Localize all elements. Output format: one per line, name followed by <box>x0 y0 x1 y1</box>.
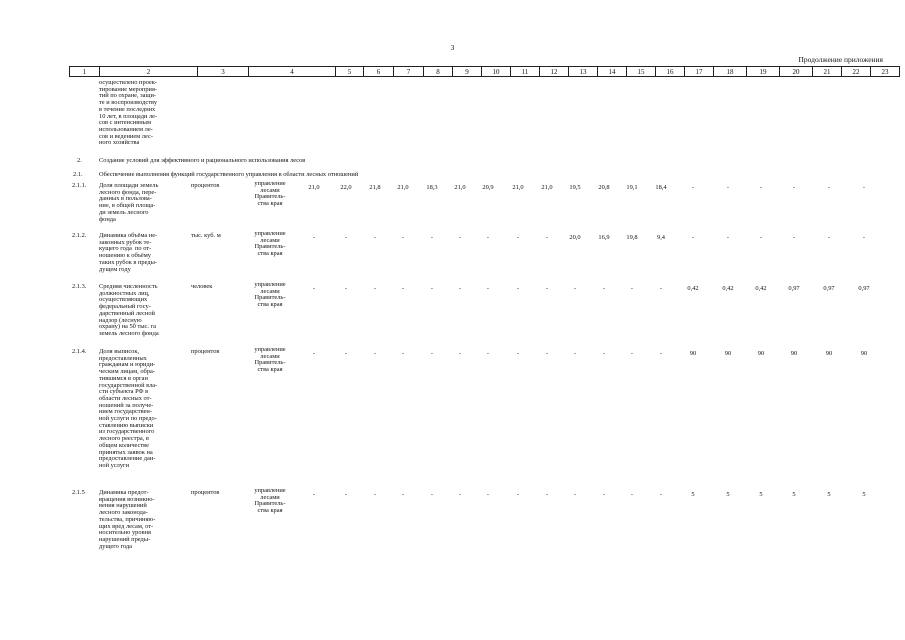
header-col-16: 16 <box>655 67 684 76</box>
indicator-value: 90 <box>860 350 868 357</box>
indicator-value: - <box>630 285 634 292</box>
indicator-value: 0,42 <box>722 285 734 292</box>
indicator-value: - <box>827 184 831 191</box>
indicator-value: - <box>458 234 462 241</box>
indicator-number: 2.1.1. <box>72 182 87 189</box>
column-number-header <box>69 66 900 77</box>
indicator-value: 21,0 <box>512 184 524 191</box>
header-col-14: 14 <box>597 67 626 76</box>
indicator-executor: управление лесами Правитель- ства края <box>254 346 286 374</box>
indicator-number: 2.1.4. <box>72 348 87 355</box>
indicator-value: - <box>312 285 316 292</box>
indicator-value: 16,9 <box>598 234 610 241</box>
continuation-label: Продолжение приложения <box>798 55 883 64</box>
header-col-18: 18 <box>713 67 746 76</box>
indicator-value: 21,0 <box>454 184 466 191</box>
header-col-17: 17 <box>684 67 713 76</box>
indicator-value: 90 <box>689 350 697 357</box>
indicator-value: - <box>602 491 606 498</box>
indicator-value: - <box>430 234 434 241</box>
indicator-value: - <box>602 350 606 357</box>
indicator-value: - <box>458 491 462 498</box>
indicator-unit: человек <box>191 283 213 290</box>
indicator-value: - <box>430 285 434 292</box>
section-2-1-number: 2.1. <box>73 171 83 178</box>
header-col-3: 3 <box>197 67 248 76</box>
header-col-23: 23 <box>870 67 899 76</box>
indicator-value: - <box>516 350 520 357</box>
header-col-5: 5 <box>335 67 363 76</box>
indicator-value: 21,0 <box>397 184 409 191</box>
indicator-value: - <box>486 234 490 241</box>
indicator-value: - <box>691 234 695 241</box>
indicator-unit: процентов <box>191 182 220 189</box>
indicator-value: 5 <box>862 491 866 498</box>
indicator-value: - <box>373 350 377 357</box>
indicator-value: - <box>545 234 549 241</box>
header-col-7: 7 <box>393 67 423 76</box>
indicator-executor: управление лесами Правитель- ства края <box>254 230 286 258</box>
header-col-19: 19 <box>746 67 779 76</box>
indicator-value: - <box>312 234 316 241</box>
indicator-executor: управление лесами Правитель- ства края <box>254 487 286 515</box>
header-col-15: 15 <box>626 67 655 76</box>
indicator-value: - <box>573 491 577 498</box>
indicator-value: 90 <box>790 350 798 357</box>
header-col-6: 6 <box>363 67 393 76</box>
indicator-value: - <box>373 491 377 498</box>
indicator-value: - <box>516 234 520 241</box>
page-number: 3 <box>450 43 455 52</box>
indicator-value: 90 <box>724 350 732 357</box>
indicator-value: - <box>401 234 405 241</box>
indicator-unit: процентов <box>191 348 220 355</box>
header-col-9: 9 <box>452 67 481 76</box>
indicator-value: - <box>792 184 796 191</box>
header-col-13: 13 <box>568 67 597 76</box>
indicator-value: 19,8 <box>626 234 638 241</box>
indicator-value: - <box>430 350 434 357</box>
indicator-value: - <box>401 350 405 357</box>
header-col-12: 12 <box>539 67 568 76</box>
header-col-20: 20 <box>779 67 812 76</box>
indicator-value: - <box>344 491 348 498</box>
section-2-1-title: Обеспечение выполнения функций государственного управления в области лесных отношений <box>99 171 359 178</box>
header-col-22: 22 <box>841 67 870 76</box>
indicator-value: - <box>573 350 577 357</box>
indicator-value: - <box>516 285 520 292</box>
indicator-value: - <box>545 350 549 357</box>
indicator-executor: управление лесами Правитель- ства края <box>254 180 286 208</box>
indicator-value: - <box>726 184 730 191</box>
indicator-value: - <box>312 350 316 357</box>
indicator-value: - <box>726 234 730 241</box>
indicator-value: 5 <box>827 491 831 498</box>
indicator-value: 0,97 <box>823 285 835 292</box>
indicator-value: - <box>659 350 663 357</box>
indicator-value: - <box>373 234 377 241</box>
header-col-10: 10 <box>481 67 510 76</box>
indicator-value: 21,0 <box>308 184 320 191</box>
indicator-value: - <box>312 491 316 498</box>
indicator-value: - <box>516 491 520 498</box>
indicator-unit: процентов <box>191 489 220 496</box>
indicator-value: 5 <box>759 491 763 498</box>
indicator-value: 20,9 <box>482 184 494 191</box>
indicator-value: - <box>862 234 866 241</box>
indicator-value: - <box>602 285 606 292</box>
indicator-unit: тыс. куб. м <box>191 232 221 239</box>
indicator-value: 5 <box>726 491 730 498</box>
indicator-value: 22,0 <box>340 184 352 191</box>
indicator-value: - <box>486 491 490 498</box>
indicator-value: 0,97 <box>858 285 870 292</box>
header-col-1: 1 <box>82 68 87 76</box>
indicator-value: - <box>759 234 763 241</box>
indicator-value: - <box>792 234 796 241</box>
indicator-value: - <box>401 491 405 498</box>
indicator-value: - <box>862 184 866 191</box>
indicator-value: - <box>344 234 348 241</box>
indicator-value: 0,97 <box>788 285 800 292</box>
indicator-value: - <box>545 491 549 498</box>
indicator-value: 18,4 <box>655 184 667 191</box>
indicator-value: 19,5 <box>569 184 581 191</box>
indicator-value: - <box>659 491 663 498</box>
indicator-executor: управление лесами Правитель- ства края <box>254 281 286 309</box>
indicator-value: - <box>458 285 462 292</box>
carryover-text: осуществлено проек- тирование мероприя- тий по охране, защи- те и воспроизводству в течение последних 10 лет, в площади ле- сов с интенсивным использованием ле- сов и ведением лес- ного хозяйства <box>99 79 158 147</box>
section-2-title: Создание условий для эффективного и рационального использования лесов <box>99 157 306 164</box>
indicator-value: 21,8 <box>369 184 381 191</box>
indicator-value: - <box>545 285 549 292</box>
indicator-number: 2.1.3. <box>72 283 87 290</box>
indicator-value: - <box>430 491 434 498</box>
indicator-value: - <box>486 350 490 357</box>
indicator-value: 19,1 <box>626 184 638 191</box>
header-col-11: 11 <box>510 67 539 76</box>
indicator-value: 0,42 <box>755 285 767 292</box>
indicator-value: 5 <box>691 491 695 498</box>
header-col-8: 8 <box>423 67 452 76</box>
header-col-21: 21 <box>812 67 841 76</box>
indicator-value: - <box>458 350 462 357</box>
section-2-number: 2. <box>77 157 82 164</box>
indicator-name: Динамика объёма не- законных рубок те- кущего года по от- ношению к объёму таких рубок в преды- дущем году <box>99 232 158 273</box>
indicator-value: 20,8 <box>598 184 610 191</box>
indicator-name: Динамика предот- вращения возникно- вения нарушений лесного законода- тельства, причиняю- щих вред лесам, от- носительно уровня нарушений преды- дущего года <box>99 489 156 550</box>
header-col-4: 4 <box>248 67 335 76</box>
indicator-number: 2.1.2. <box>72 232 87 239</box>
indicator-value: - <box>630 491 634 498</box>
indicator-value: - <box>630 350 634 357</box>
indicator-name: Доля площади земель лесного фонда, пере- данных в пользова- ние, в общей площа- ди земель лесного фонда <box>99 182 159 223</box>
indicator-value: 90 <box>825 350 833 357</box>
indicator-value: 9,4 <box>657 234 665 241</box>
indicator-name: Доля выписок, предоставленных гражданам и юриди- ческим лицам, обра- тившимся в орган государственной вла- сти субъекта РФ в области лесных от- ношений за получе- нием государствен- ной услуги по предо- ставлению выписки из государственного лесного реестра, в общем количестве принятых заявок на предоставление дан- ной услуги <box>99 348 158 469</box>
indicator-value: - <box>373 285 377 292</box>
indicator-value: - <box>344 285 348 292</box>
indicator-value: 0,42 <box>687 285 699 292</box>
indicator-value: - <box>691 184 695 191</box>
indicator-value: 5 <box>792 491 796 498</box>
indicator-value: 18,3 <box>426 184 438 191</box>
indicator-value: - <box>659 285 663 292</box>
indicator-value: 20,0 <box>569 234 581 241</box>
indicator-value: - <box>401 285 405 292</box>
indicator-value: - <box>573 285 577 292</box>
indicator-value: - <box>759 184 763 191</box>
indicator-number: 2.1.5 <box>72 489 85 496</box>
indicator-value: 90 <box>757 350 765 357</box>
indicator-value: 21,0 <box>541 184 553 191</box>
header-col-2: 2 <box>99 67 197 76</box>
indicator-name: Средняя численность должностных лиц, осуществляющих федеральный госу- дарственный лесной надзор (лесную охрану) на 50 тыс. га земель лесного фонда <box>99 283 159 337</box>
indicator-value: - <box>827 234 831 241</box>
indicator-value: - <box>344 350 348 357</box>
indicator-value: - <box>486 285 490 292</box>
